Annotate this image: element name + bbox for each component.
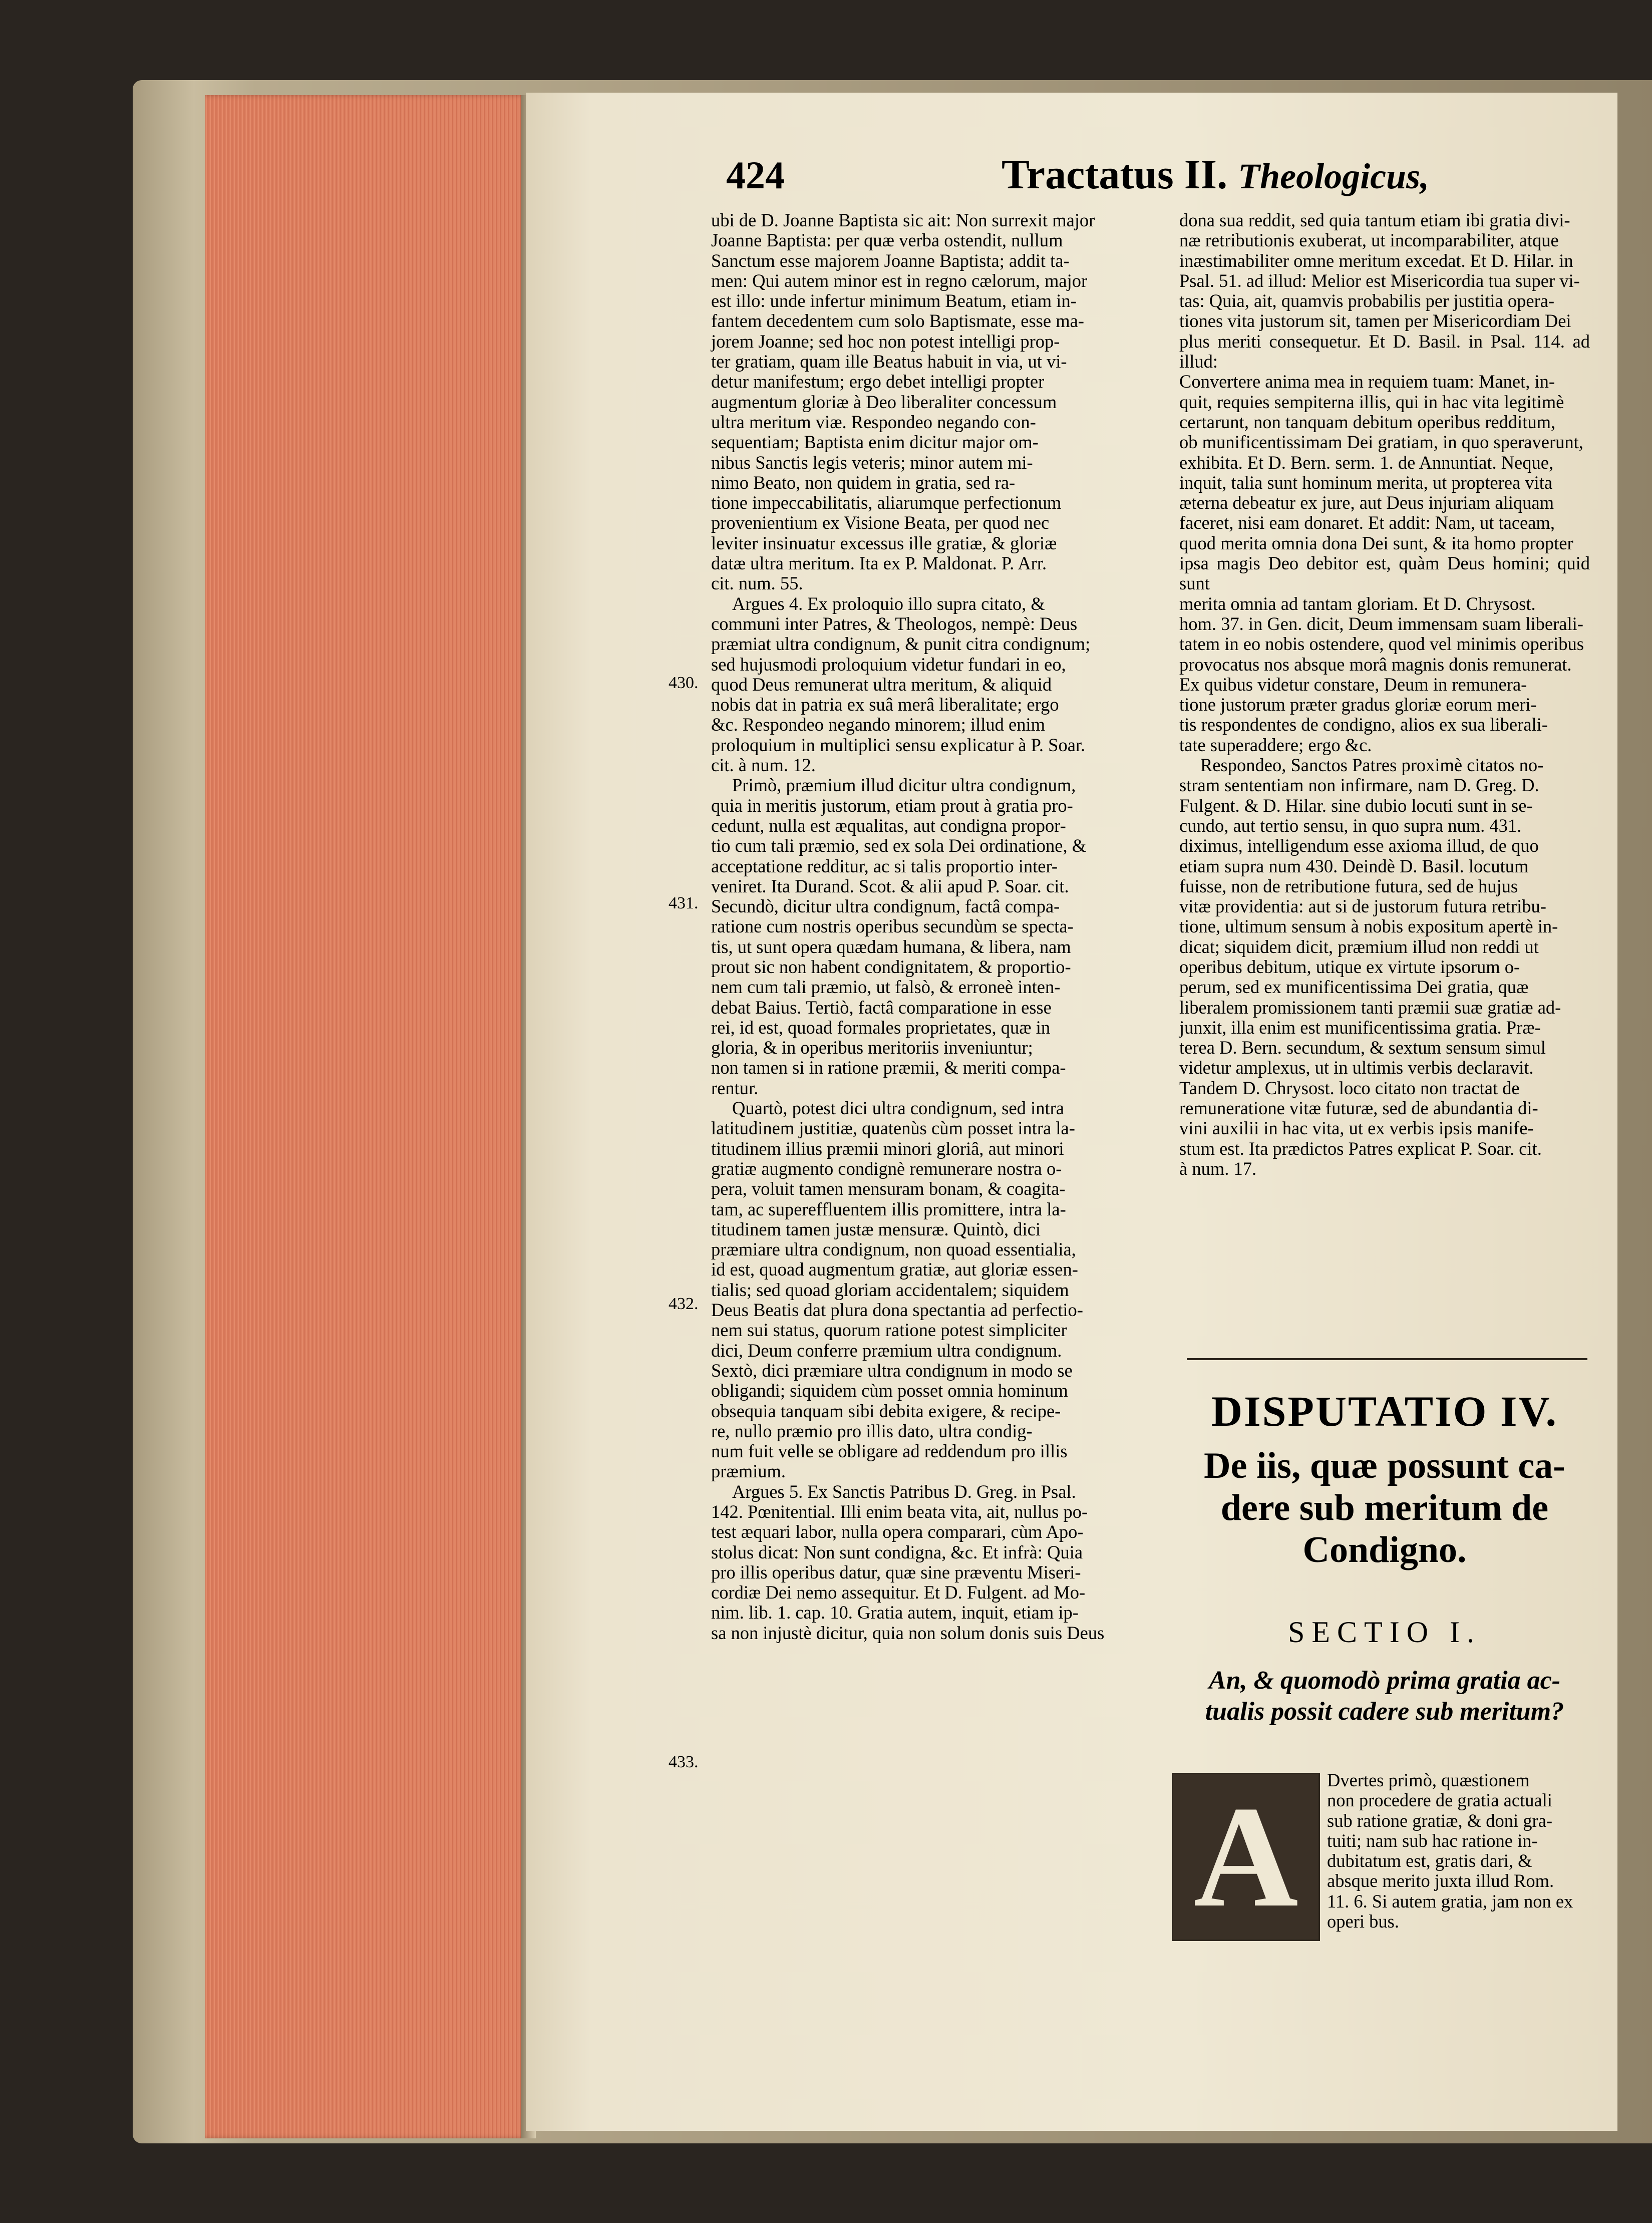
paragraph: Quartò, potest dici ultra condignum, sed intra latitudinem justitiæ, quatenùs cùm posset intra la- titudinem illius præmii minori gloriâ, aut minori gratiæ augmento condignè remunerare nostra o- pera, voluit tamen mensuram bonam, & coagita- tam, ac supereffluentem illis promittere, intra la- titudinem tamen justæ mensuræ. Quintò, dici præmiare ultra condignum, non quoad essentialia, id est, quoad augmentum gratiæ, aut gloriæ essen- tialis; sed quoad gloriam accidentalem; siquidem Deus Beatis dat plura dona spectantia ad perfectio- nem sui status, quorum ratione potest simpliciter dici, Deum conferre præmium ultra condignum. Sextò, dici præmiare ultra condignum in modo se obligandi; siquidem cùm posset omnia hominum obsequia tanquam sibi debita exigere, & recipe- re, nullo præmio pro illis dato, ultra condig- num fuit velle se obligare ad reddendum pro illis præmium. — [711, 1098, 1083, 1482]
margin-number: 430. — [669, 674, 699, 692]
section-rule — [1187, 1358, 1587, 1360]
right-column — [1179, 210, 1590, 1179]
paragraph: dona sua reddit, sed quia tantum etiam ibi gratia divi- næ retributionis exuberat, ut incomparabiliter, atque inæstimabiliter omne meritum excedat. Et D. Hilar. in Psal. 51. ad illud: Melior est Misericordia tua super vi- tas: Quia, ait, quamvis probabilis per justitia opera- tiones vita justorum sit, tamen per Misericordiam Dei plus meriti consequetur. Et D. Basil. in Psal. 114. ad illud: Convertere anima mea in requiem tuam: Manet, in- quit, requies sempiterna illis, qui in hac vita legitimè certarunt, non tanquam debitum operibus redditum, ob munificentissimam Dei gratiam, in quo speraverunt, exhibita. Et D. Bern. serm. 1. de Annuntiat. Neque, inquit, talia sunt hominum merita, ut propterea vita æterna debeatur ex jure, aut Deus injuriam aliquam faceret, nisi eam donaret. Et addit: Nam, ut taceam, quod merita omnia dona Dei sunt, & ita homo propter ipsa magis Deo debitor est, quàm Deus homini; quid sunt merita omnia ad tantam gloriam. Et D. Chrysost. hom. 37. in Gen. dicit, Deum immensam suam liberali- tatem in eo nobis ostendere, quod vel minimis operibus provocatus nos absque morâ magnis donis remunerat. Ex quibus videtur constare, Deum in remunera- tione justorum præter gradus gloriæ eorum meri- tis respondentes de condigno, alios ex sua liberali- tate superaddere; ergo &c. — [1179, 210, 1590, 755]
paragraph: Primò, præmium illud dicitur ultra condignum, quia in meritis justorum, etiam prout à gratia pro- cedunt, nulla est æqualitas, aut condigna propor- tio cum tali præmio, sed ex sola Dei ordinatione, & acceptatione redditur, ac si talis proportio inter- veniret. Ita Durand. Scot. & alii apud P. Soar. cit. Secundò, dicitur ultra condignum, factâ compa- ratione cum nostris operibus secundùm se specta- tis, ut sunt opera quædam humana, & libera, nam prout sic non habent condignitatem, & proportio- nem cum tali præmio, ut falsò, & erroneè inten- debat Baius. Tertiò, factâ comparatione in esse rei, id est, quoad formales proprietates, quæ in gloria, & in operibus meritoriis inveniuntur; non tamen si in ratione præmii, & meriti compa- rentur. — [711, 775, 1087, 1098]
decorated-initial — [1172, 1773, 1320, 1941]
paragraph: Argues 5. Ex Sanctis Patribus D. Greg. in Psal. 142. Pœnitential. Illi enim beata vita, ait, nullus po- test æquari labor, nulla opera comparari, cùm Apo- stolus dicat: Non sunt condigna, &c. Et infrà: Quia pro illis operibus datur, quæ sine præventu Miseri- cordiæ Dei nemo assequitur. Et D. Fulgent. ad Mo- nim. lib. 1. cap. 10. Gratia autem, inquit, etiam ip- sa non injustè dicitur, quia non solum donis suis Deus — [711, 1481, 1105, 1643]
sectio-question: An, & quomodò prima gratia ac- tualis possit cadere sub meritum? — [1205, 1666, 1564, 1726]
running-head-italic: Theologicus, — [1238, 156, 1430, 196]
paragraph: Respondeo, Sanctos Patres proximè citatos no- stram sententiam non infirmare, nam D. Greg. D. Fulgent. & D. Hilar. sine dubio locuti sunt in se- cundo, aut tertio sensu, in quo supra num. 431. diximus, intelligendum esse axioma illud, de quo etiam supra num 430. Deindè D. Basil. locutum fuisse, non de retributione futura, sed de hujus vitæ providentia: aut si de justorum futura retribu- tione, ultimum sensum à nobis expositum apertè in- dicat; siquidem dicit, præmium illud non reddi ut operibus debitum, utique ex virtute ipsorum o- perum, sed ex munificentissima Dei gratia, quæ liberalem promissionem tanti præmii suæ gratiæ ad- junxit, illa enim est munificentissima gratia. Præ- terea D. Bern. secundum, & sextum sensum simul videtur amplexus, ut in ultimis verbis declaravit. Tandem D. Chrysost. loco citato non tractat de remuneratione vitæ futuræ, sed de abundantia di- vini auxilii in hac vita, ut ex verbis ipsis manife- stum est. Ita prædictos Patres explicat P. Soar. cit. à num. 17. — [1179, 755, 1561, 1179]
margin-number: 431. — [669, 894, 699, 912]
running-head — [1002, 150, 1429, 199]
sectio-heading: SECTIO I. — [1288, 1616, 1481, 1649]
sectio-text — [1327, 1770, 1587, 1932]
paragraph: ubi de D. Joanne Baptista sic ait: Non surrexit major Joanne Baptista: per quæ verba ostendit, nullum Sanctum esse majorem Joanne Baptista; addit ta- men: Qui autem minor est in regno cælorum, major est illo: unde infertur minimum Beatum, etiam in- fantem decedentem cum solo Baptismate, esse ma- jorem Joanne; sed hoc non potest intelligi prop- ter gratiam, quam ille Beatus habuit in via, ut vi- detur manifestum; ergo debet intelligi propter augmentum gloriæ à Deo liberaliter concessum ultra meritum viæ. Respondeo negando con- sequentiam; Baptista enim dicitur major om- nibus Sanctis legis veteris; minor autem mi- nimo Beato, non quidem in gratia, sed ra- tione impeccabilitatis, aliarumque perfectionum provenientium ex Visione Beata, per quod nec leviter insinuatur excessus ille gratiæ, & gloriæ datæ ultra meritum. Ita ex P. Maldonat. P. Arr. cit. num. 55. — [711, 210, 1095, 594]
left-column — [711, 210, 1152, 1643]
page-number: 424 — [726, 153, 785, 197]
page-edges — [205, 95, 526, 2138]
margin-number: 433. — [669, 1753, 699, 1771]
disputatio-subtitle: De iis, quæ possunt ca- dere sub meritum de Condigno. — [1204, 1445, 1565, 1570]
disputatio-title: DISPUTATIO IV. — [1211, 1387, 1558, 1435]
initial-letter: A — [1193, 1776, 1298, 1937]
running-head-title: Tractatus II. — [1002, 151, 1228, 198]
paragraph: Dvertes primò, quæstionem non procedere de gratia actuali sub ratione gratiæ, & doni gra- tuiti; nam sub hac ratione in- dubitatum est, gratis dari, & absque merito juxta illud Rom. 11. 6. Si autem gratia, jam non ex operi bus. — [1327, 1770, 1573, 1932]
margin-number: 432. — [669, 1295, 699, 1313]
paragraph: Argues 4. Ex proloquio illo supra citato, & communi inter Patres, & Theologos, nempè: Deus præmiat ultra condignum, & punit citra condignum; sed hujusmodi proloquium videtur fundari in eo, quod Deus remunerat ultra meritum, & aliquid nobis dat in patria ex suâ merâ liberalitate; ergo &c. Respondeo negando minorem; illud enim proloquium in multiplici sensu explicatur à P. Soar. cit. à num. 12. — [711, 593, 1091, 776]
